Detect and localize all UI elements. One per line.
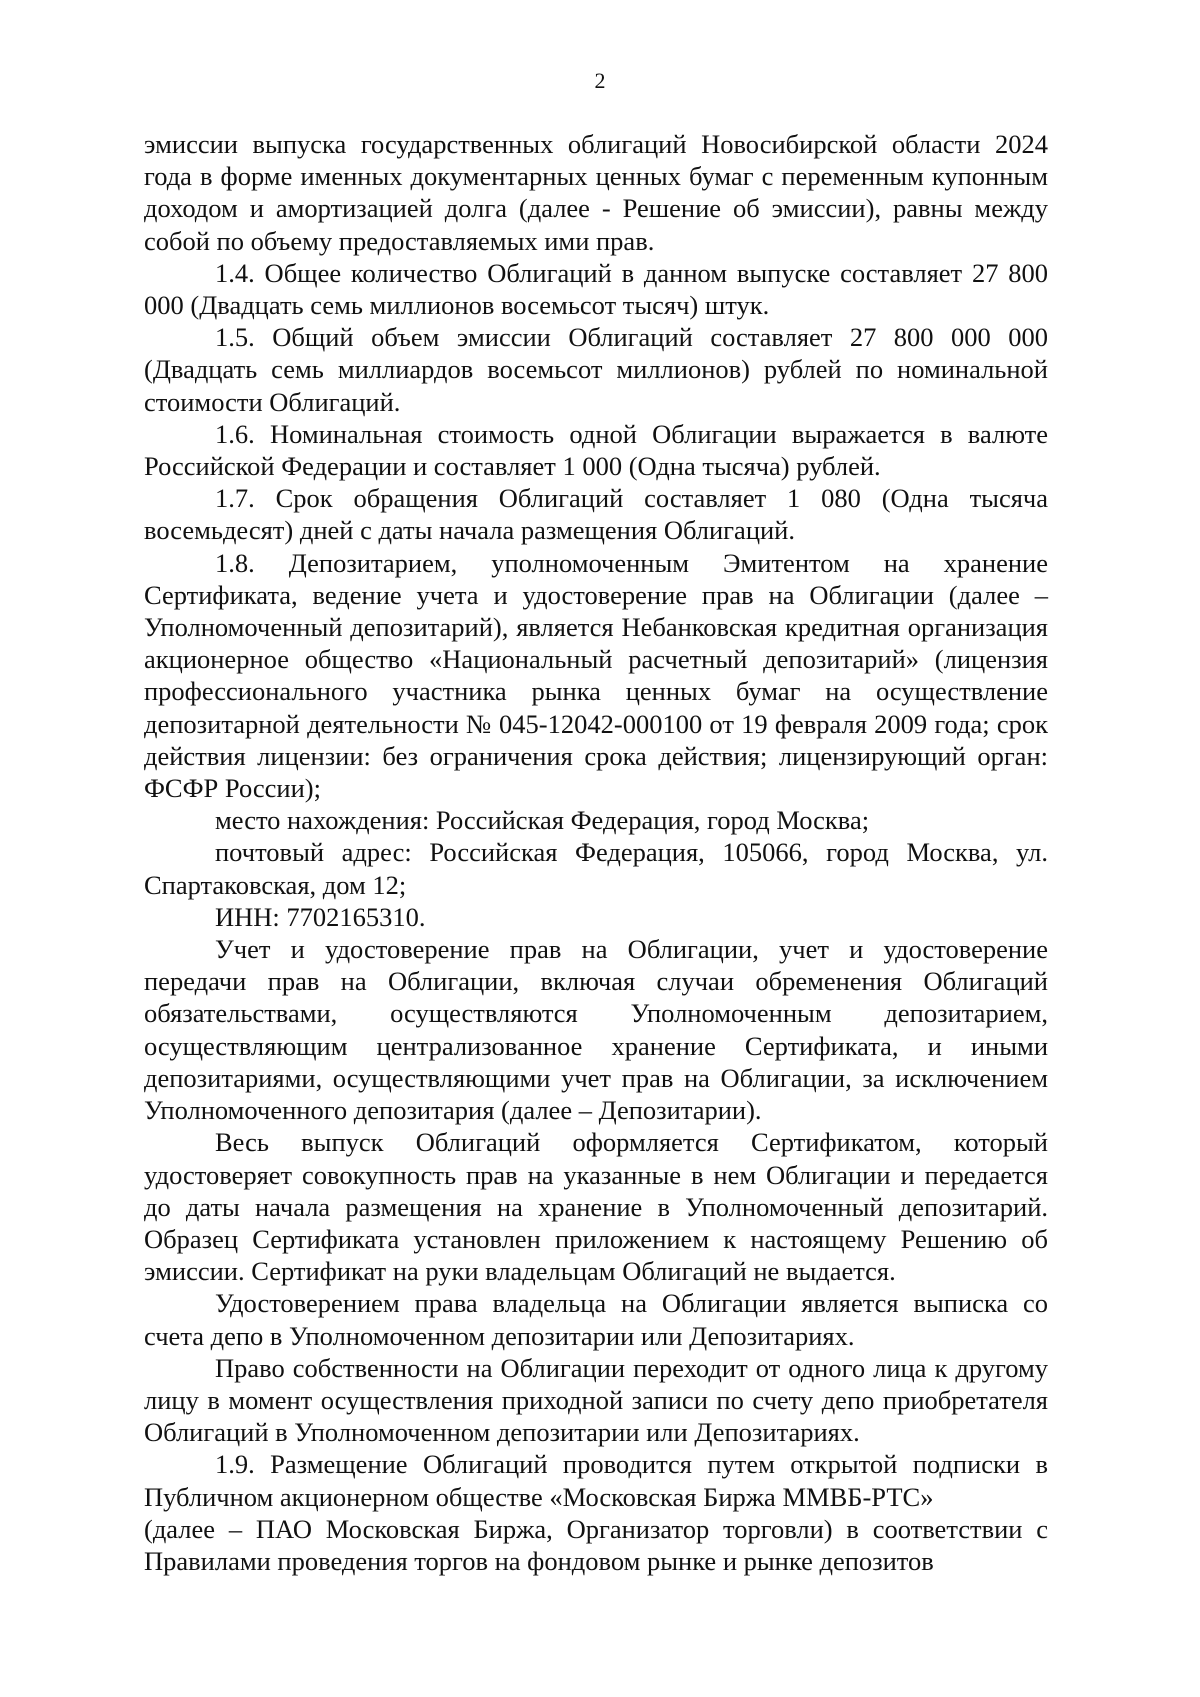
page-number: 2 (594, 68, 606, 93)
paragraph-1-9-part1: 1.9. Размещение Облигаций проводится путем открытой подписки в Публичном акционерном обществе «Московская Биржа ММВБ-РТС» (144, 1449, 1048, 1512)
paragraph-ownership-proof: Удостоверением права владельца на Облигации является выписка со счета депо в Уполномоченном депозитарии или Депозитариях. (144, 1288, 1048, 1351)
paragraph-1-9-placement (144, 1448, 1048, 1577)
paragraph-rights-accounting: Учет и удостоверение прав на Облигации, учет и удостоверение передачи прав на Облигации, включая случаи обременения Облигаций обязательствами, осуществляются Уполномоченным депозитарием, осуществляющим централизованное хранение Сертификата, и иными депозитариями, осуществляющими учет прав на Облигации, за исключением Уполномоченного депозитария (далее – Депозитарии). (144, 934, 1048, 1126)
paragraph-inn: ИНН: 7702165310. (215, 901, 426, 932)
paragraph-location: место нахождения: Российская Федерация, город Москва; (215, 805, 870, 836)
paragraph-1-4-quantity: 1.4. Общее количество Облигаций в данном выпуске составляет 27 800 000 (Двадцать семь миллионов восемьсот тысяч) штук. (144, 257, 1048, 321)
paragraph-1-9-part2: (далее – ПАО Московская Биржа, Организатор торговли) в соответствии с Правилами проведения торгов на фондовом рынке и рынке депозитов (144, 1513, 1048, 1576)
paragraph-ownership-transfer: Право собственности на Облигации переходит от одного лица к другому лицу в момент осуществления приходной записи по счету депо приобретателя Облигаций в Уполномоченном депозитарии или Депозитариях. (144, 1352, 1048, 1448)
paragraph-1-5-volume: 1.5. Общий объем эмиссии Облигаций составляет 27 800 000 000 (Двадцать семь миллиардов восемьсот миллионов) рублей по номинальной стоимости Облигаций. (144, 322, 1048, 417)
paragraph-emission-continuation: эмиссии выпуска государственных облигаций Новосибирской области 2024 года в форме именных документарных ценных бумаг с переменным купонным доходом и амортизацией долга (далее - Решение об эмиссии), равны между собой по объему предоставляемых ими прав. (144, 129, 1048, 256)
paragraph-1-8-depository: 1.8. Депозитарием, уполномоченным Эмитентом на хранение Сертификата, ведение учета и удостоверение прав на Облигации (далее – Уполномоченный депозитарий), является Небанковская кредитная организация акционерное общество «Национальный расчетный депозитарий» (лицензия профессионального участника рынка ценных бумаг на осуществление депозитарной деятельности № 045-12042-000100 от 19 февраля 2009 года; срок действия лицензии: без ограничения срока действия; лицензирующий орган: ФСФР России); (144, 547, 1048, 804)
paragraph-1-7-term: 1.7. Срок обращения Облигаций составляет 1 080 (Одна тысяча восемьдесят) дней с даты начала размещения Облигаций. (144, 483, 1048, 546)
document-body (144, 128, 1048, 1577)
paragraph-certificate: Весь выпуск Облигаций оформляется Сертификатом, который удостоверяет совокупность прав на указанные в нем Облигации и передается до даты начала размещения на хранение в Уполномоченный депозитарий. Образец Сертификата установлен приложением к настоящему Решению об эмиссии. Сертификат на руки владельцам Облигаций не выдается. (144, 1127, 1048, 1287)
paragraph-1-6-nominal: 1.6. Номинальная стоимость одной Облигации выражается в валюте Российской Федерации и составляет 1 000 (Одна тысяча) рублей. (144, 418, 1048, 482)
paragraph-postal-address: почтовый адрес: Российская Федерация, 105066, город Москва, ул. Спартаковская, дом 12; (144, 837, 1048, 900)
